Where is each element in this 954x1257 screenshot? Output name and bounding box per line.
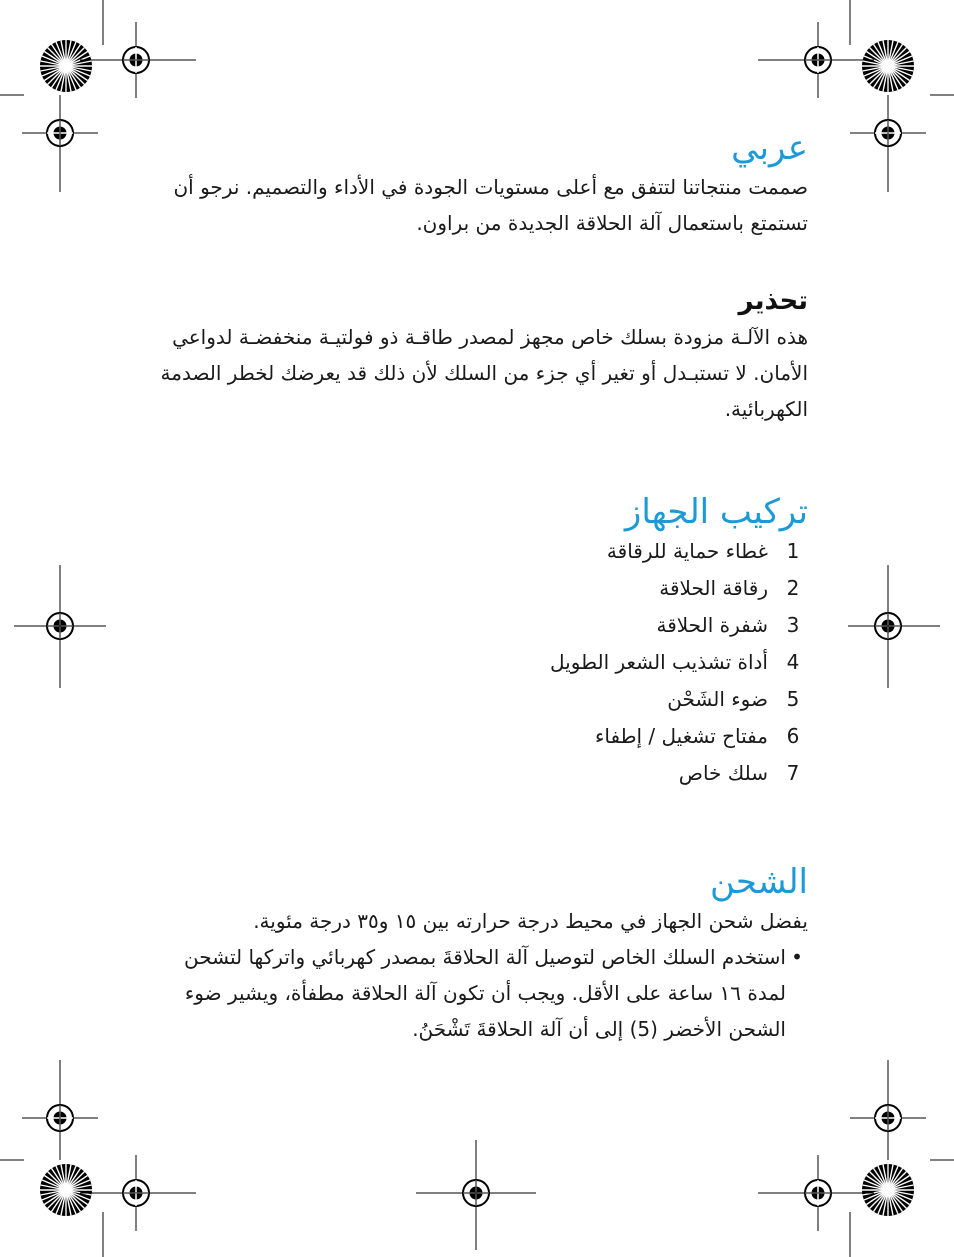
intro-section: [160, 128, 808, 241]
list-item: 5 ضوء الشَحْن: [667, 686, 800, 711]
registration-star-icon: [862, 1164, 914, 1216]
bullet-icon: •: [791, 944, 803, 969]
warning-heading: تحذير: [738, 286, 808, 316]
charging-paragraph: يفضل شحن الجهاز في محيط درجة حرارته بين ١٥ و٣٥ درجة مئوية.: [253, 908, 808, 933]
list-item: 7 سلك خاص: [678, 760, 800, 785]
list-item: 4 أداة تشذيب الشعر الطويل: [550, 649, 800, 674]
language-heading: عربي: [731, 128, 808, 168]
list-item: 1 غطاء حماية للرقاقة: [606, 538, 800, 563]
charging-heading: الشحن: [710, 862, 808, 902]
parts-heading: تركيب الجهاز: [624, 492, 808, 532]
intro-paragraph: صممت منتجاتنا لتتفق مع أعلى مستويات الجودة في الأداء والتصميم. نرجو أن تستمتع باستعمال آلة الحلاقة الجديدة من براون.: [173, 174, 808, 235]
list-item: 2 رقاقة الحلاقة: [659, 575, 800, 600]
list-item: 3 شفرة الحلاقة: [656, 612, 800, 637]
registration-star-icon: [40, 1164, 92, 1216]
charging-section: [160, 862, 808, 1047]
parts-section: [160, 492, 808, 792]
registration-star-icon: [862, 40, 914, 92]
warning-section: [160, 285, 808, 427]
warning-paragraph: هذه الآلـة مزودة بسلك خاص مجهز لمصدر طاقـة ذو فولتيـة منخفضـة لدواعي الأمان. لا تستبـدل أو تغير أي جزء من السلك لأن ذلك قد يعرضك لخطر الصدمة الكهربائية.: [160, 324, 808, 421]
list-item: 6 مفتاح تشغيل / إطفاء: [594, 723, 800, 748]
charging-bullets: [160, 939, 808, 1047]
parts-list: [160, 533, 808, 792]
list-item: • استخدم السلك الخاص لتوصيل آلة الحلاقةَ بمصدر كهربائي واتركها لتشحن لمدة ١٦ ساعة على الأقل. ويجب أن تكون آلة الحلاقة مطفأة، ويشير ضوء الشحن الأخضر (5) إلى أن آلة الحلاقةَ تَشْحَنُ.: [160, 939, 808, 1047]
registration-star-icon: [40, 40, 92, 92]
